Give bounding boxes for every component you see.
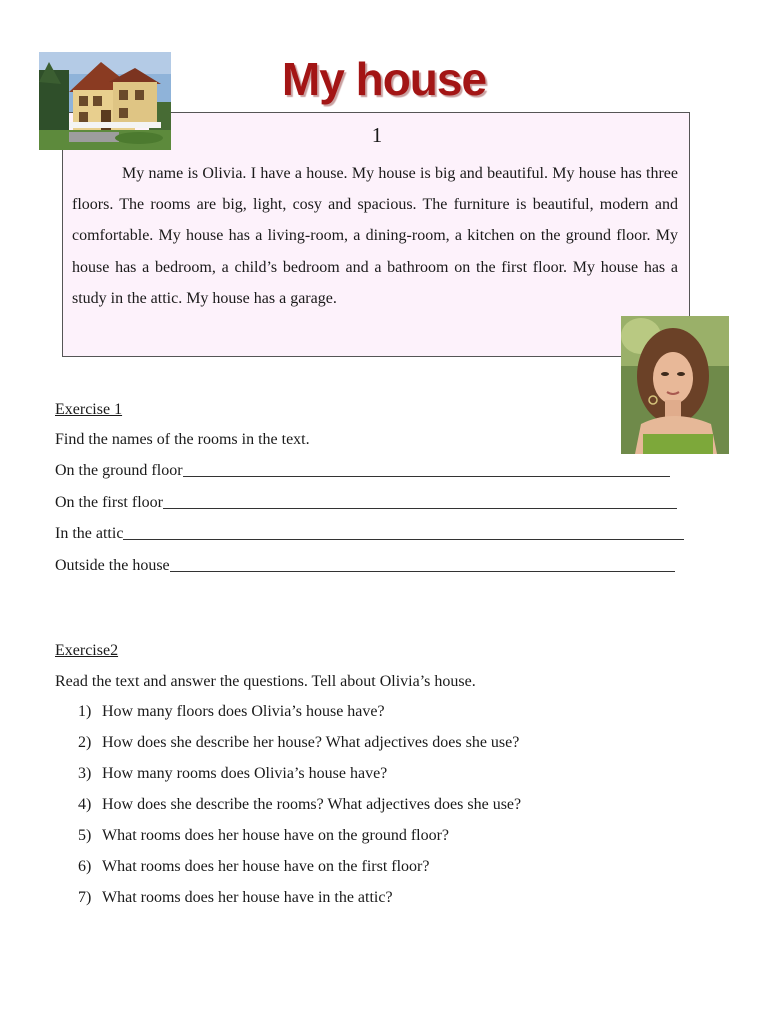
- question-text: How many floors does Olivia’s house have?: [102, 703, 385, 720]
- question-text: What rooms does her house have in the attic?: [102, 889, 393, 906]
- fill-line-outside[interactable]: [55, 557, 691, 575]
- exercise-2-heading: Exercise2: [55, 642, 119, 659]
- fill-label: On the ground floor: [55, 462, 183, 479]
- fill-label: On the first floor: [55, 494, 163, 511]
- question-number: 1): [78, 703, 92, 720]
- exercise-1-instruction: Find the names of the rooms in the text.: [55, 431, 310, 448]
- exercise-2-instruction: Read the text and answer the questions. Tell about Olivia’s house.: [55, 673, 476, 690]
- question-number: 2): [78, 734, 92, 751]
- fill-line-ground-floor[interactable]: [55, 462, 687, 480]
- question-item: [78, 827, 521, 858]
- question-text: How many rooms does Olivia’s house have?: [102, 765, 388, 782]
- question-text: How does she describe the rooms? What adjectives does she use?: [102, 796, 522, 813]
- question-list: [78, 703, 521, 920]
- question-number: 4): [78, 796, 92, 813]
- answer-line[interactable]: [170, 557, 675, 572]
- exercise-1-heading: Exercise 1: [55, 401, 123, 418]
- question-number: 6): [78, 858, 92, 875]
- passage-number: 1: [371, 123, 383, 147]
- page-title: My house: [281, 53, 487, 105]
- house-image: [39, 52, 171, 150]
- question-item: [78, 765, 521, 796]
- answer-line[interactable]: [163, 494, 677, 509]
- question-number: 7): [78, 889, 92, 906]
- question-text: What rooms does her house have on the ground floor?: [102, 827, 450, 844]
- girl-portrait-image: [621, 316, 729, 454]
- fill-label: In the attic: [55, 525, 124, 542]
- question-item: [78, 703, 521, 734]
- passage-text: My name is Olivia. I have a house. My house is big and beautiful. My house has three floors. The rooms are big, light, cosy and spacious. The furniture is beautiful, modern and comfortable. My house has a living-room, a dining-room, a kitchen on the ground floor. My house has a bedroom, a child’s bedroom and a bathroom on the first floor. My house has a study in the attic. My house has a garage.: [72, 165, 678, 307]
- answer-line[interactable]: [183, 462, 670, 477]
- fill-line-first-floor[interactable]: [55, 494, 692, 512]
- question-item: [78, 889, 521, 920]
- question-number: 3): [78, 765, 92, 782]
- question-item: [78, 796, 521, 827]
- fill-line-attic[interactable]: [55, 525, 693, 543]
- answer-line[interactable]: [123, 525, 684, 540]
- question-number: 5): [78, 827, 92, 844]
- question-item: [78, 734, 521, 765]
- question-text: How does she describe her house? What adjectives does she use?: [102, 734, 520, 751]
- fill-label: Outside the house: [55, 557, 170, 574]
- question-item: [78, 858, 521, 889]
- question-text: What rooms does her house have on the first floor?: [102, 858, 430, 875]
